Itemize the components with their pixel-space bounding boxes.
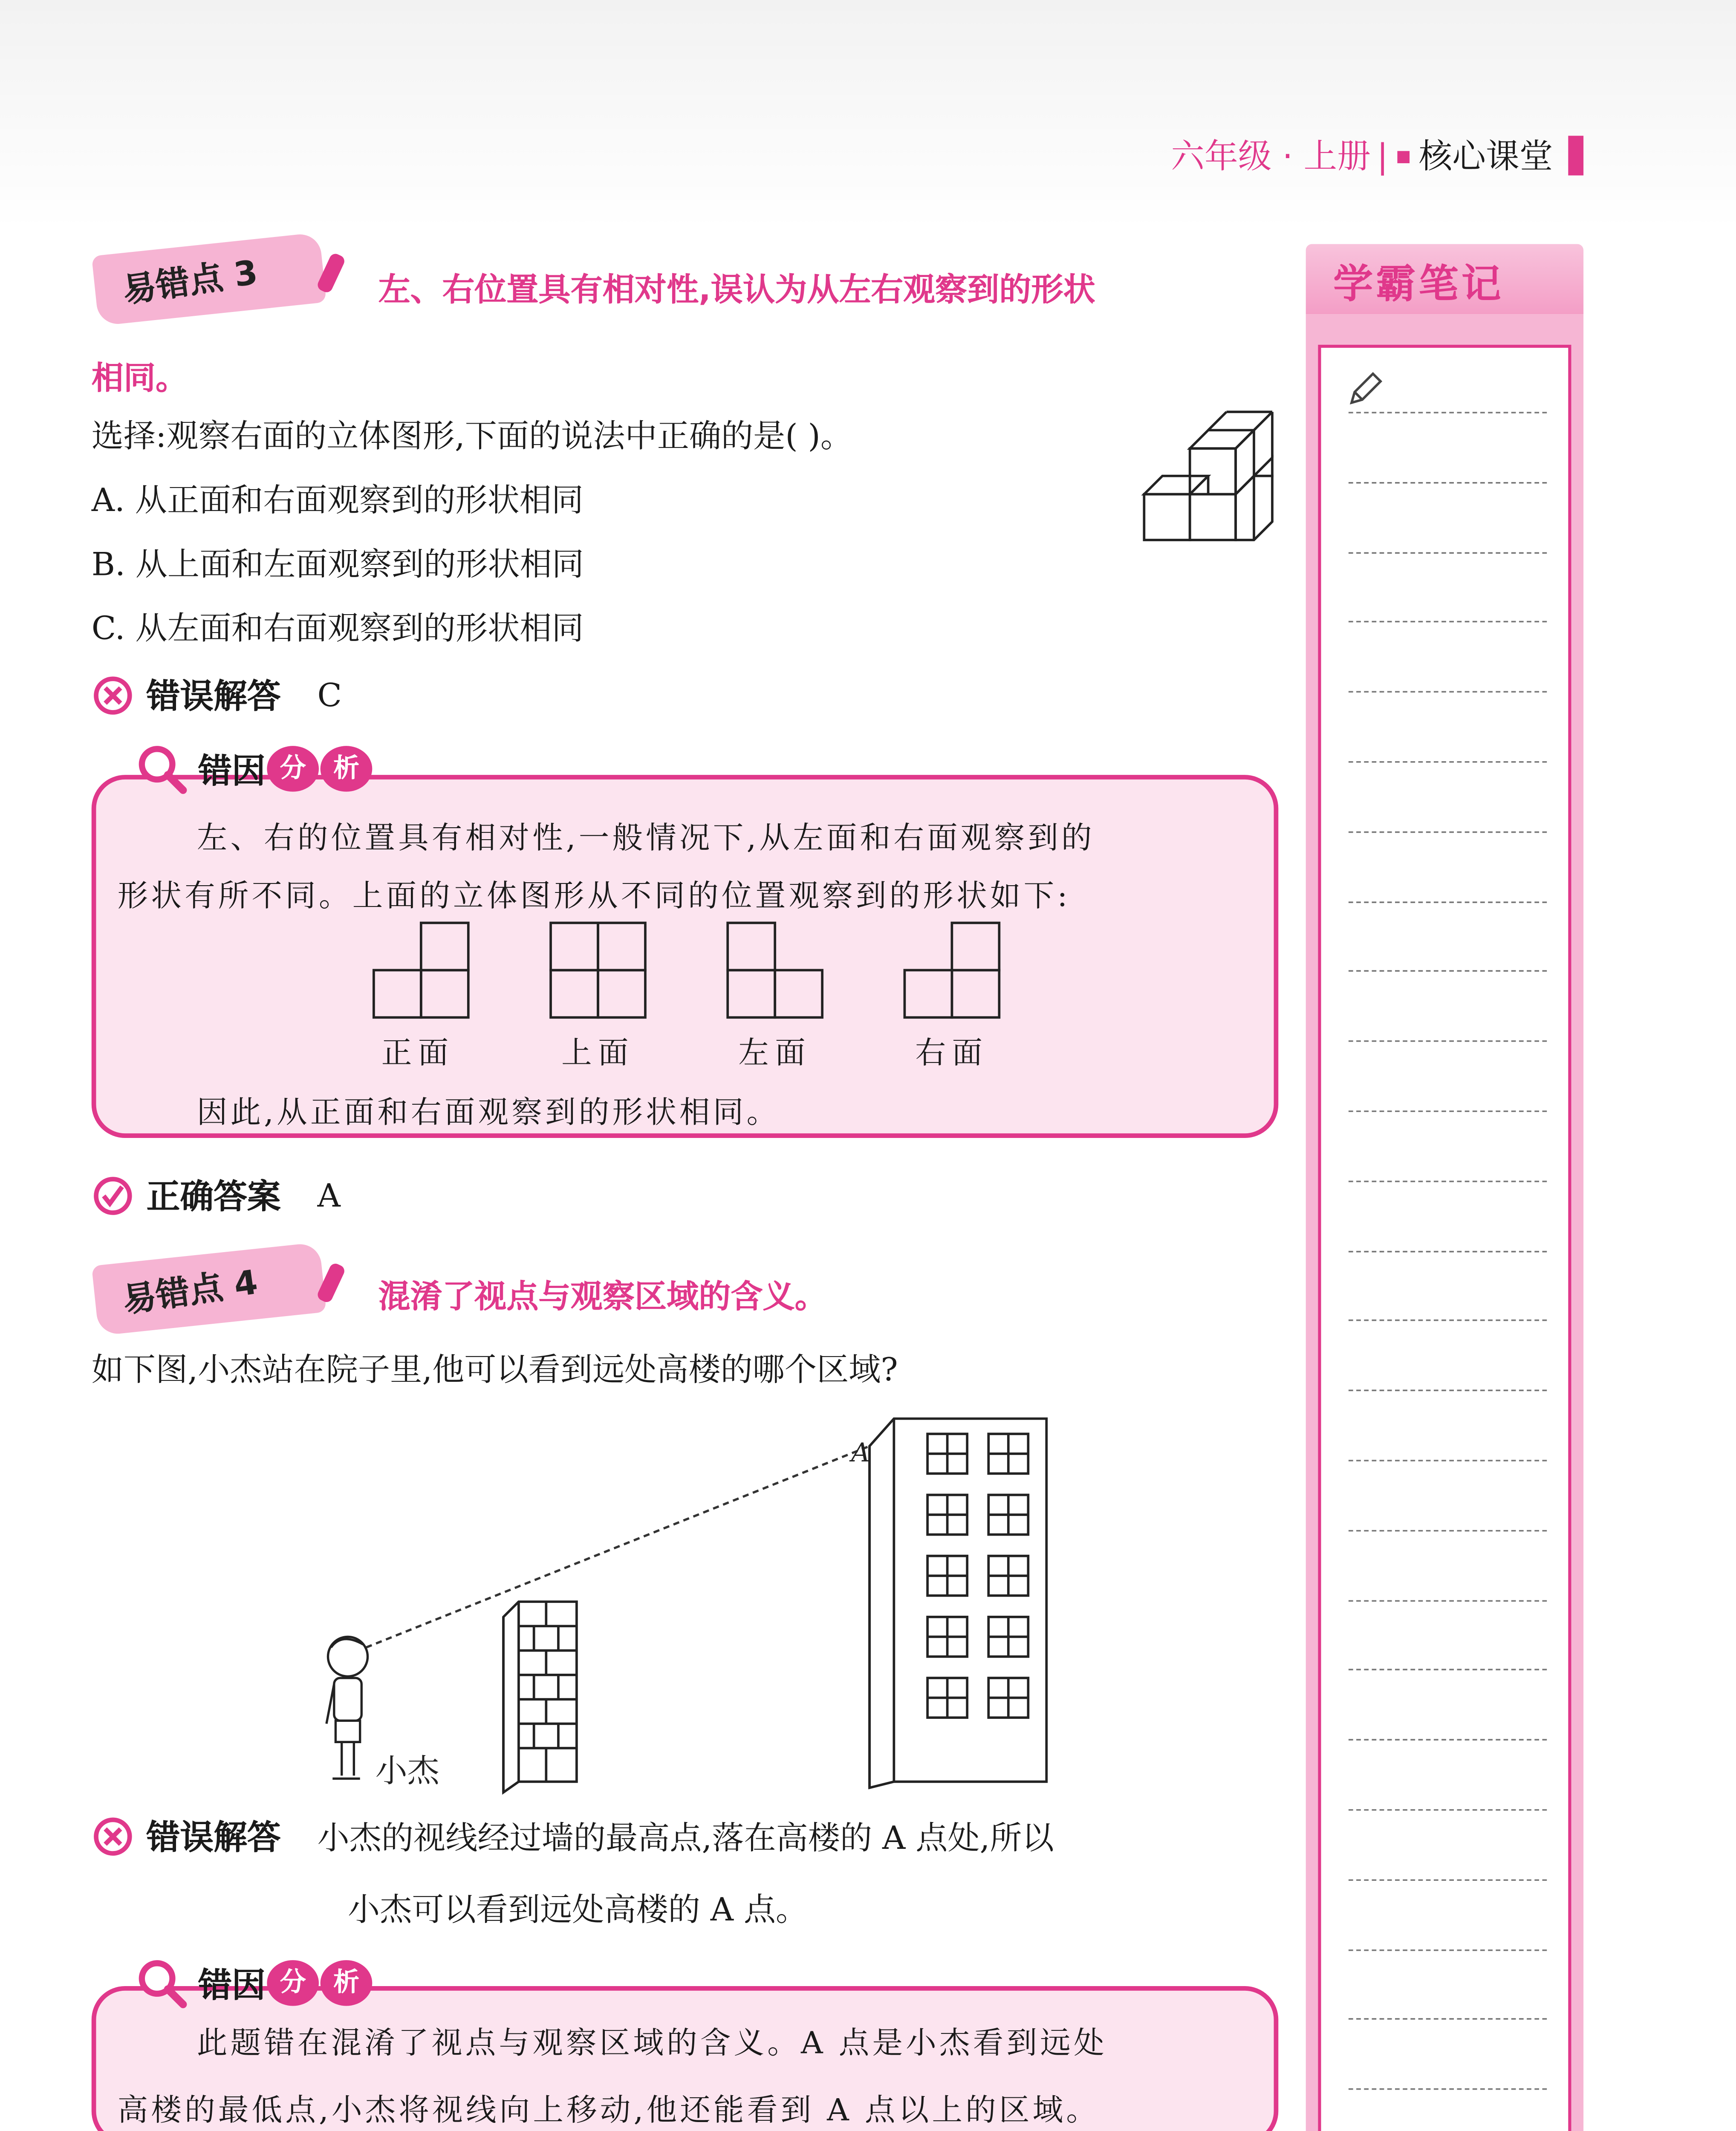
- point3-analysis-char-1: 分: [267, 746, 319, 791]
- header-bar-icon: [1568, 136, 1583, 176]
- point3-analysis-char-2: 析: [321, 746, 373, 791]
- point3-analysis-line3: 因此,从正面和右面观察到的形状相同。: [196, 1094, 780, 1131]
- point4-title: 混淆了视点与观察区域的含义。: [378, 1278, 827, 1315]
- point4-analysis-header: [134, 1955, 372, 2010]
- point4-analysis-line2: 高楼的最低点,小杰将视线向上移动,他还能看到 A 点以上的区域。: [117, 2091, 1100, 2128]
- right-view-shape: [903, 921, 1001, 1019]
- left-view-label: 左面: [738, 1034, 812, 1071]
- note-line: [1349, 1669, 1547, 1671]
- note-line: [1349, 1250, 1547, 1252]
- front-view-shape: [372, 921, 470, 1019]
- point3-correct-row: [92, 1172, 341, 1219]
- note-line: [1349, 1180, 1547, 1182]
- note-line: [1349, 1879, 1547, 1881]
- magnifier-icon: [134, 741, 189, 796]
- point3-question: 选择:观察右面的立体图形,下面的说法中正确的是( )。: [91, 418, 853, 455]
- header-grade: 六年级 · 上册: [1171, 139, 1371, 177]
- point4-analysis-char-1: 分: [267, 1960, 319, 2006]
- point3-analysis-label: 错因: [198, 753, 266, 791]
- point4-question: 如下图,小杰站在院子里,他可以看到远处高楼的哪个区域?: [91, 1351, 898, 1388]
- point4-analysis-line1: 此题错在混淆了视点与观察区域的含义。A 点是小杰看到远处: [196, 2024, 1107, 2061]
- note-line: [1349, 1320, 1547, 1322]
- point3-analysis-line1: 左、右的位置具有相对性,一般情况下,从左面和右面观察到的: [196, 819, 1095, 856]
- point4-wrong-label: 错误解答: [146, 1819, 281, 1858]
- wrong-x-icon: [92, 673, 134, 716]
- note-line: [1349, 1739, 1547, 1741]
- point3-option-a: A. 从正面和右面观察到的形状相同: [91, 482, 584, 519]
- note-line: [1349, 1600, 1547, 1601]
- note-line: [1349, 1809, 1547, 1811]
- note-line: [1349, 761, 1547, 763]
- figure-person-label: 小杰: [375, 1752, 439, 1790]
- point3-correct-answer: A: [317, 1177, 341, 1214]
- correct-check-icon: [92, 1174, 134, 1216]
- header-square-icon: [1397, 151, 1410, 163]
- point3-wrong-row: [92, 671, 342, 719]
- figure-point-label: A: [851, 1438, 870, 1468]
- point4-tag: 易错点 4: [120, 1264, 260, 1321]
- page-header: 六年级 · 上册 | 核心课堂: [1171, 131, 1583, 179]
- magnifier-icon: [134, 1955, 189, 2010]
- point4-analysis-char-2: 析: [321, 1960, 373, 2006]
- note-line: [1349, 691, 1547, 693]
- note-line: [1349, 831, 1547, 833]
- pencil-icon: [1346, 369, 1385, 409]
- note-line: [1349, 552, 1547, 553]
- left-view-shape: [726, 921, 824, 1019]
- notes-header: [1306, 244, 1583, 315]
- cube-stack-figure: [1129, 400, 1297, 552]
- top-view-label: 上面: [561, 1034, 635, 1071]
- note-line: [1349, 1460, 1547, 1461]
- top-view-shape: [549, 921, 647, 1019]
- point3-wrong-answer: C: [317, 676, 342, 713]
- point3-wrong-label: 错误解答: [146, 679, 281, 717]
- header-section: 核心课堂: [1418, 139, 1553, 177]
- note-line: [1349, 412, 1547, 413]
- note-line: [1349, 1949, 1547, 1951]
- point3-option-b: B. 从上面和左面观察到的形状相同: [91, 546, 584, 583]
- point3-option-c: C. 从左面和右面观察到的形状相同: [91, 610, 584, 647]
- point4-analysis-label: 错因: [198, 1967, 266, 2005]
- point4-wrong-answer-line2: 小杰可以看到远处高楼的 A 点。: [348, 1891, 808, 1928]
- point3-analysis-header: [134, 741, 372, 796]
- point3-title-line1: 左、右位置具有相对性,误认为从左右观察到的形状: [378, 271, 1095, 308]
- note-line: [1349, 2019, 1547, 2021]
- note-line: [1349, 901, 1547, 903]
- right-view-label: 右面: [915, 1034, 989, 1071]
- note-line: [1349, 971, 1547, 973]
- note-line: [1349, 1041, 1547, 1042]
- front-view-label: 正面: [381, 1034, 455, 1071]
- note-line: [1349, 1530, 1547, 1531]
- point3-analysis-box: [92, 775, 1279, 1138]
- notes-area[interactable]: [1318, 345, 1571, 2131]
- note-line: [1349, 1390, 1547, 1392]
- header-band: [0, 0, 1736, 229]
- notes-title: 学霸笔记: [1333, 262, 1505, 308]
- boy-figure-icon: [326, 1637, 368, 1779]
- point4-wrong-answer-line1: 小杰的视线经过墙的最高点,落在高楼的 A 点处,所以: [317, 1819, 1054, 1856]
- wrong-x-icon: [92, 1814, 134, 1857]
- note-line: [1349, 621, 1547, 623]
- point4-wrong-row: [92, 1812, 1054, 1860]
- point3-tag: 易错点 3: [120, 254, 260, 312]
- point3-correct-label: 正确答案: [146, 1179, 281, 1218]
- note-line: [1349, 2088, 1547, 2090]
- point3-title-line2: 相同。: [91, 360, 188, 397]
- building-sightline-figure: [290, 1403, 1083, 1800]
- point3-analysis-line2: 形状有所不同。上面的立体图形从不同的位置观察到的形状如下:: [117, 877, 1071, 914]
- note-line: [1349, 1111, 1547, 1112]
- note-line: [1349, 482, 1547, 483]
